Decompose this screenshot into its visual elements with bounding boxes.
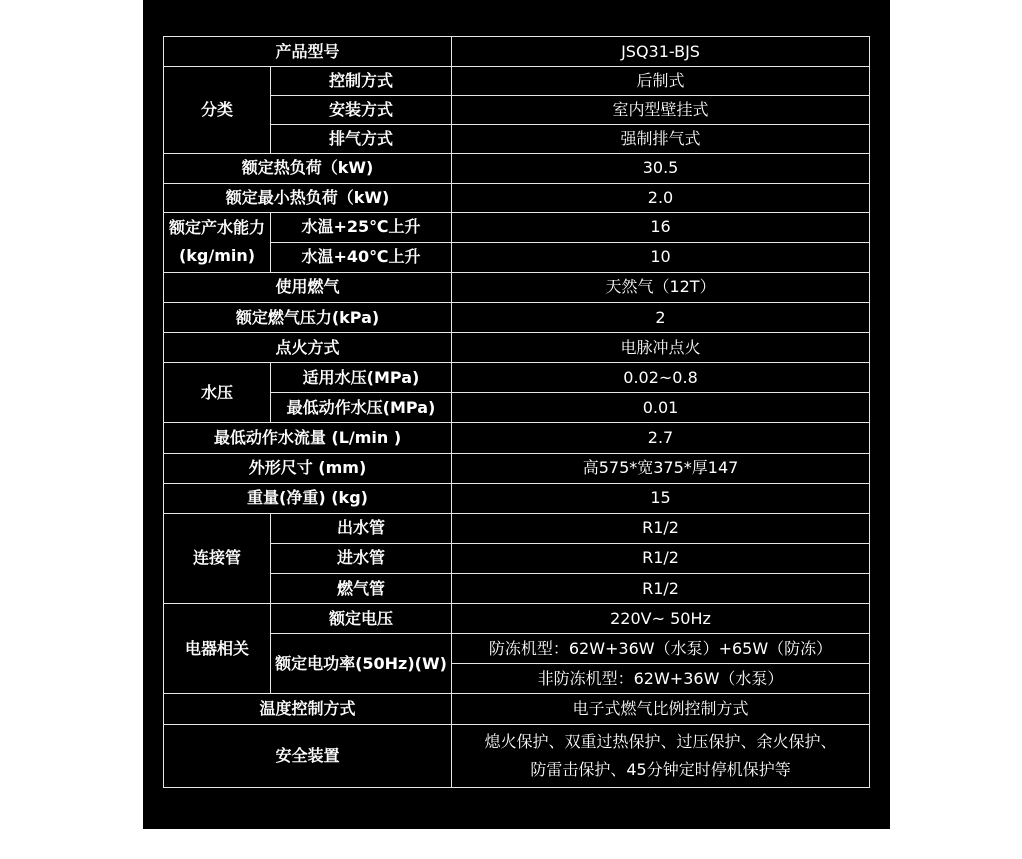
gas-pipe-value: R1/2 <box>452 573 870 603</box>
gas-type-value: 天然气（12T） <box>452 272 870 302</box>
applicable-pressure-label: 适用水压(MPa) <box>271 363 452 393</box>
dimensions-value: 高575*宽375*厚147 <box>452 453 870 483</box>
water-pressure-group: 水压 <box>164 363 271 423</box>
table-row <box>164 513 870 543</box>
water-output-group-line1: 额定产水能力 <box>168 218 265 238</box>
table-row <box>164 724 870 787</box>
table-row <box>164 694 870 724</box>
exhaust-method-value: 强制排气式 <box>452 125 870 154</box>
outlet-pipe-label: 出水管 <box>271 513 452 543</box>
electrical-group: 电器相关 <box>164 604 271 694</box>
power-non-antifreeze-value: 非防冻机型：62W+36W（水泵） <box>452 664 870 694</box>
exhaust-method-label: 排气方式 <box>271 125 452 154</box>
weight-value: 15 <box>452 483 870 513</box>
gas-pressure-label: 额定燃气压力(kPa) <box>164 302 452 332</box>
rated-heat-load-value: 30.5 <box>452 154 870 183</box>
table-row <box>164 37 870 67</box>
control-method-label: 控制方式 <box>271 67 452 96</box>
power-antifreeze-value: 防冻机型：62W+36W（水泵）+65W（防冻） <box>452 634 870 664</box>
rated-voltage-label: 额定电压 <box>271 604 452 634</box>
rated-heat-load-label: 额定热负荷（kW) <box>164 154 452 183</box>
gas-type-label: 使用燃气 <box>164 272 452 302</box>
install-method-value: 室内型壁挂式 <box>452 96 870 125</box>
rated-power-label: 额定电功率(50Hz)(W) <box>271 634 452 694</box>
water-output-40-label: 水温+40℃上升 <box>271 242 452 272</box>
table-row <box>164 604 870 634</box>
inlet-pipe-label: 进水管 <box>271 543 452 573</box>
model-value: JSQ31-BJS <box>452 37 870 67</box>
water-output-group <box>164 212 271 272</box>
control-method-value: 后制式 <box>452 67 870 96</box>
table-row <box>164 302 870 332</box>
table-row <box>164 67 870 96</box>
gas-pipe-label: 燃气管 <box>271 573 452 603</box>
gas-pressure-value: 2 <box>452 302 870 332</box>
water-output-25-label: 水温+25℃上升 <box>271 212 452 242</box>
install-method-label: 安装方式 <box>271 96 452 125</box>
weight-label: 重量(净重) (kg) <box>164 483 452 513</box>
rated-min-heat-load-label: 额定最小热负荷（kW) <box>164 183 452 212</box>
table-row <box>164 423 870 453</box>
min-pressure-value: 0.01 <box>452 393 870 423</box>
pipes-group: 连接管 <box>164 513 271 603</box>
water-output-25-value: 16 <box>452 212 870 242</box>
table-row <box>164 272 870 302</box>
ignition-label: 点火方式 <box>164 333 452 363</box>
classification-group: 分类 <box>164 67 271 154</box>
rated-voltage-value: 220V~ 50Hz <box>452 604 870 634</box>
model-label: 产品型号 <box>164 37 452 67</box>
dimensions-label: 外形尺寸 (mm) <box>164 453 452 483</box>
applicable-pressure-value: 0.02~0.8 <box>452 363 870 393</box>
safety-value-line2: 防雷击保护、45分钟定时停机保护等 <box>530 759 791 779</box>
table-row <box>164 212 870 242</box>
outlet-pipe-value: R1/2 <box>452 513 870 543</box>
inlet-pipe-value: R1/2 <box>452 543 870 573</box>
table-row <box>164 453 870 483</box>
safety-value <box>452 724 870 787</box>
spec-table <box>163 36 870 788</box>
temp-control-value: 电子式燃气比例控制方式 <box>452 694 870 724</box>
temp-control-label: 温度控制方式 <box>164 694 452 724</box>
safety-value-line1: 熄火保护、双重过热保护、过压保护、余火保护、 <box>484 731 837 751</box>
table-row <box>164 483 870 513</box>
table-row <box>164 154 870 183</box>
table-row <box>164 363 870 393</box>
min-flow-label: 最低动作水流量 (L/min ) <box>164 423 452 453</box>
min-pressure-label: 最低动作水压(MPa) <box>271 393 452 423</box>
rated-min-heat-load-value: 2.0 <box>452 183 870 212</box>
safety-label: 安全装置 <box>164 724 452 787</box>
water-output-40-value: 10 <box>452 242 870 272</box>
ignition-value: 电脉冲点火 <box>452 333 870 363</box>
table-row <box>164 333 870 363</box>
min-flow-value: 2.7 <box>452 423 870 453</box>
water-output-group-line2: (kg/min) <box>178 246 256 266</box>
table-row <box>164 183 870 212</box>
